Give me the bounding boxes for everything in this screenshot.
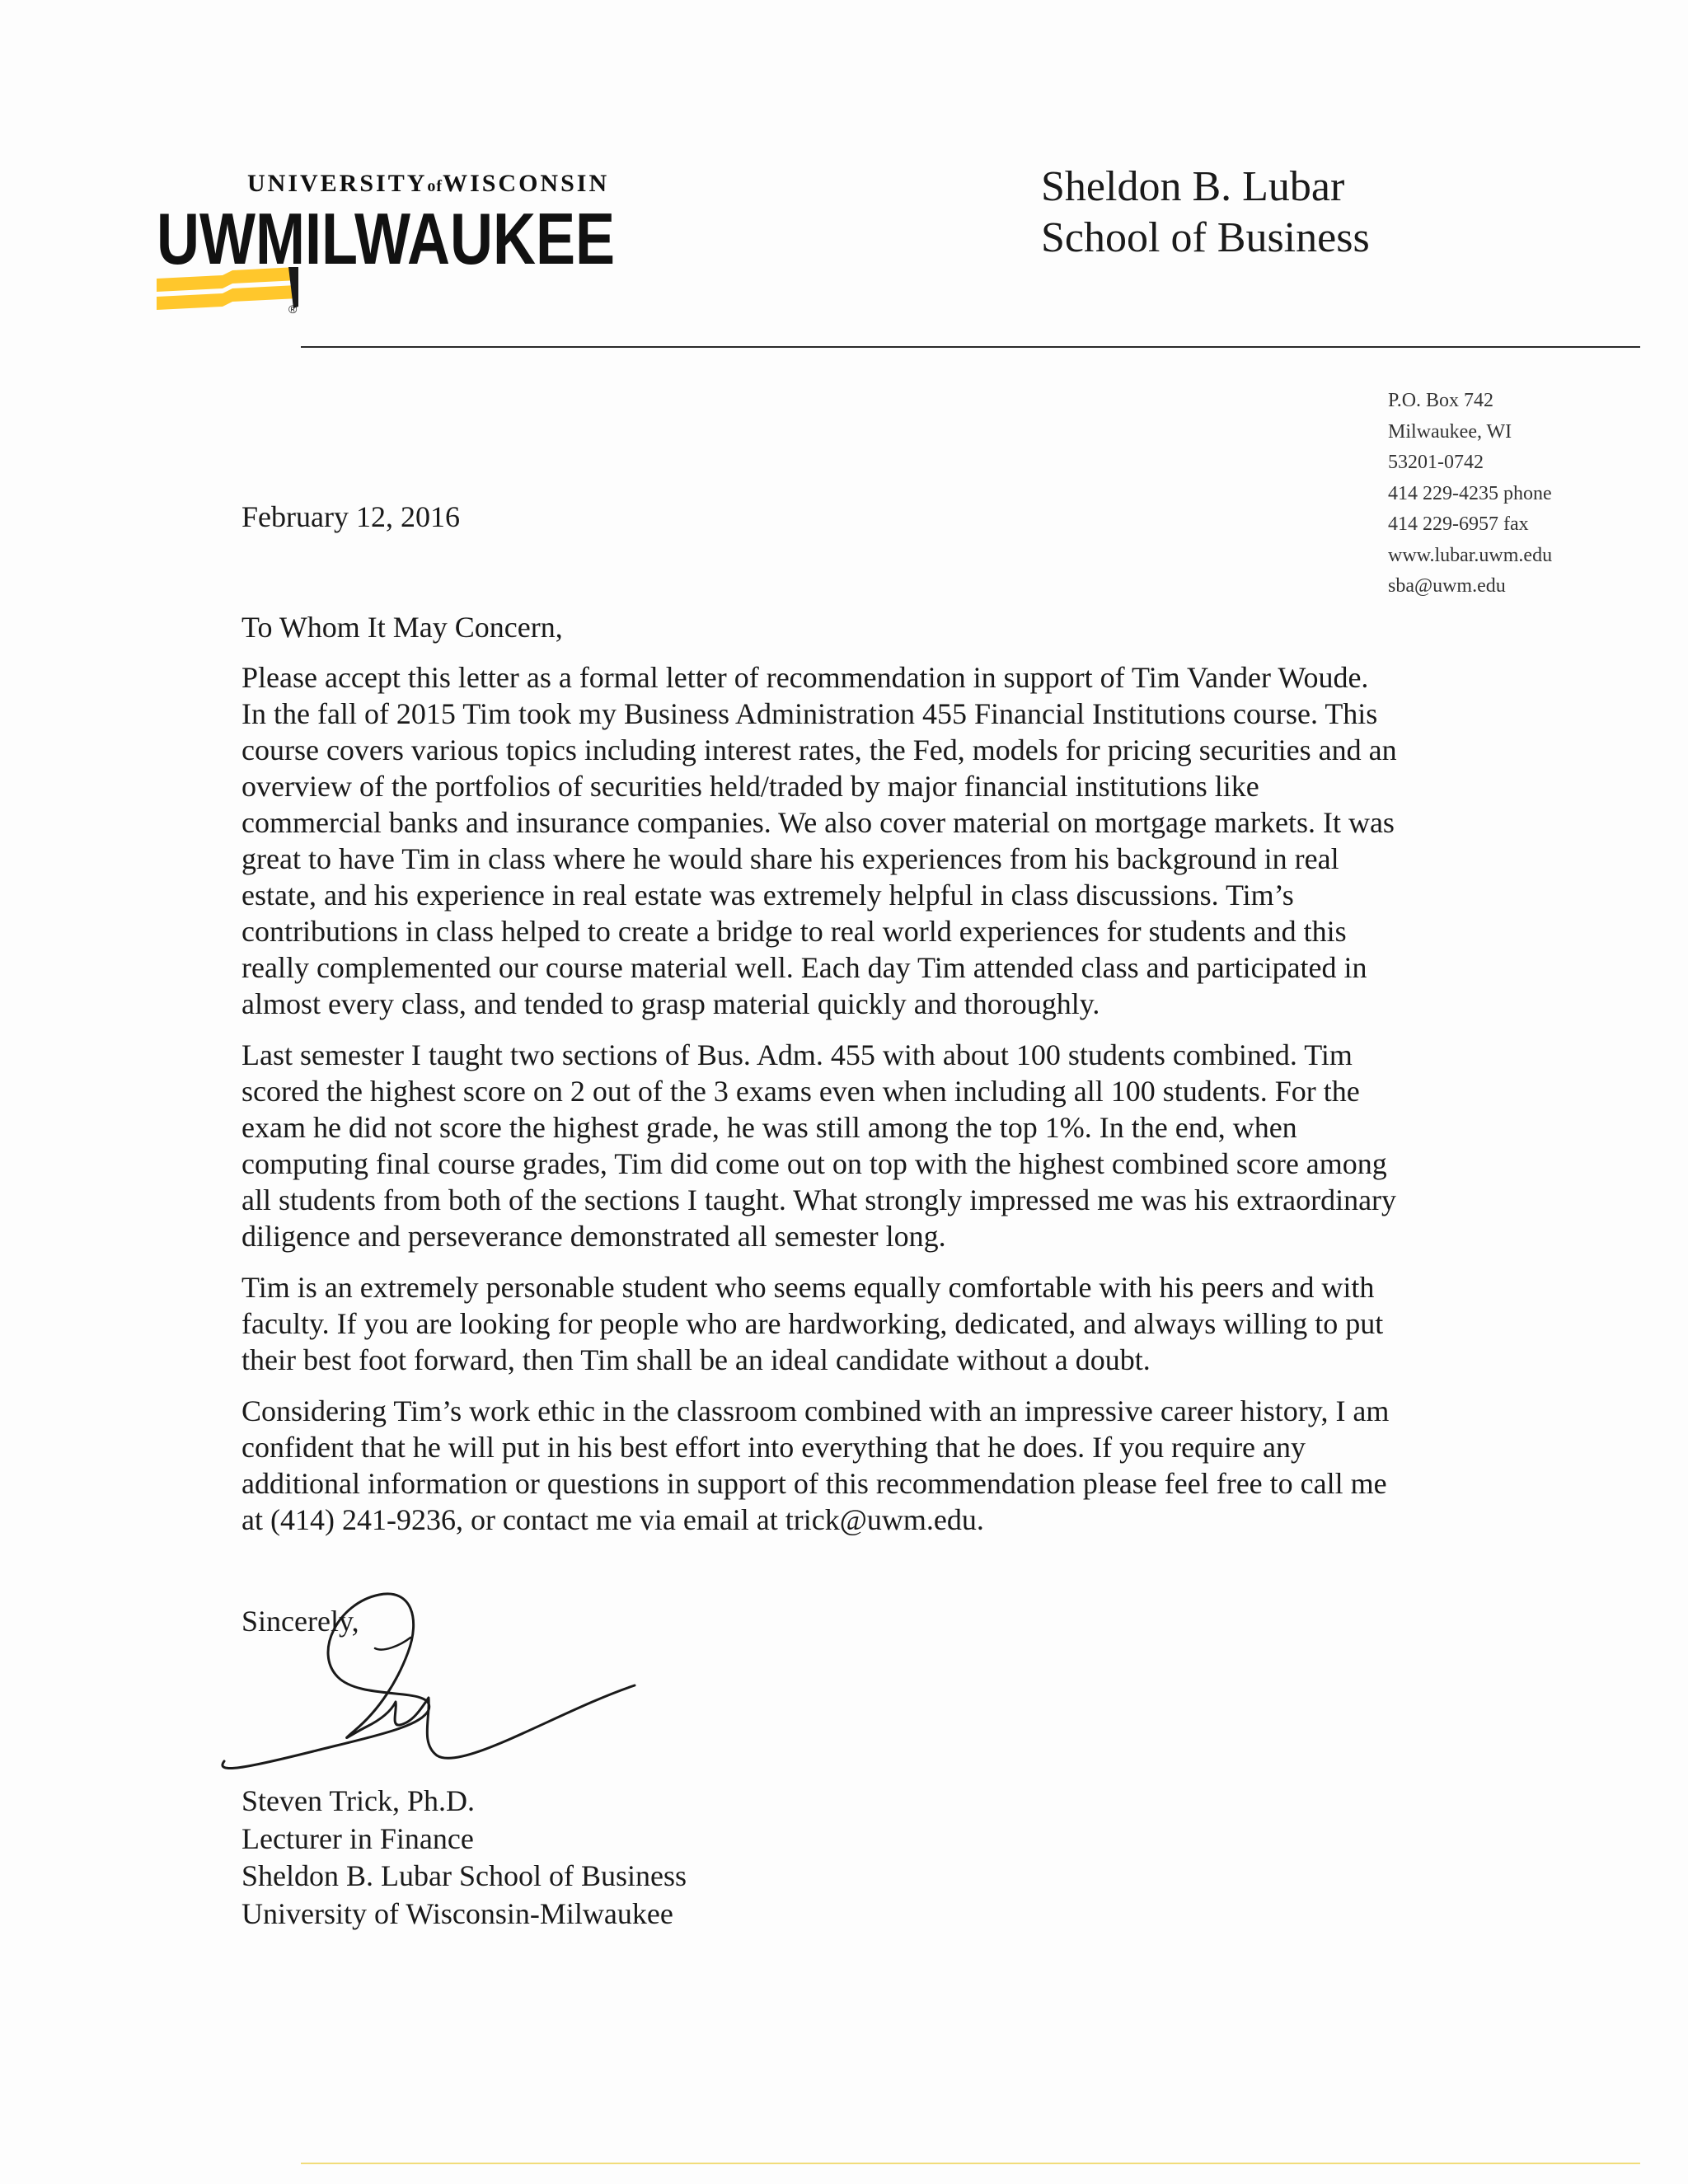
- paragraph-line: Last semester I taught two sections of Bus. Adm. 455 with about 100 students combined. Tim: [241, 1038, 1353, 1071]
- paragraph-line: great to have Tim in class where he would share his experiences from his background in real: [241, 842, 1339, 875]
- closing: Sincerely,: [241, 1605, 359, 1638]
- svg-text:UWMILWAUKEE: UWMILWAUKEE: [157, 198, 615, 279]
- paragraph-2: [241, 1037, 1511, 1254]
- address-fax: 414 229-6957 fax: [1388, 513, 1529, 535]
- paragraph-line: exam he did not score the highest grade, he was still among the top 1%. In the end, when: [241, 1111, 1297, 1144]
- paragraph-line: really complemented our course material well. Each day Tim attended class and participated in: [241, 951, 1367, 984]
- handwritten-signature-icon: [214, 1586, 651, 1784]
- uwm-logo-mark-icon: [157, 198, 618, 316]
- paragraph-line: scored the highest score on 2 out of the 3 exams even when including all 100 students. For the: [241, 1075, 1360, 1108]
- paragraph-line: almost every class, and tended to grasp material quickly and thoroughly.: [241, 987, 1100, 1020]
- paragraph-line: computing final course grades, Tim did come out on top with the highest combined score among: [241, 1147, 1387, 1180]
- paragraph-line: faculty. If you are looking for people who are hardworking, dedicated, and always willing to put: [241, 1307, 1384, 1340]
- school-name: [1041, 162, 1370, 264]
- paragraph-3: [241, 1269, 1511, 1378]
- address-website: www.lubar.uwm.edu: [1388, 544, 1553, 566]
- school-name-line2: School of Business: [1041, 214, 1370, 261]
- paragraph-line: all students from both of the sections I taught. What strongly impressed me was his extraordinary: [241, 1183, 1397, 1216]
- address-block: [1388, 386, 1552, 602]
- school-name-line1: Sheldon B. Lubar: [1041, 163, 1345, 210]
- signer-university: University of Wisconsin-Milwaukee: [241, 1896, 673, 1930]
- address-zip: 53201-0742: [1388, 452, 1484, 473]
- paragraph-line: contributions in class helped to create a bridge to real world experiences for students and this: [241, 915, 1347, 948]
- uwm-logo: [157, 165, 618, 316]
- address-email: sba@uwm.edu: [1388, 575, 1506, 597]
- address-city: Milwaukee, WI: [1388, 420, 1512, 443]
- paragraph-4: [241, 1393, 1511, 1538]
- signer-school: Sheldon B. Lubar School of Business: [241, 1859, 687, 1892]
- paragraph-line: their best foot forward, then Tim shall be an ideal candidate without a doubt.: [241, 1343, 1151, 1376]
- signer-title: Lecturer in Finance: [241, 1821, 474, 1855]
- address-phone: 414 229-4235 phone: [1388, 482, 1552, 504]
- header-divider: [301, 346, 1640, 348]
- paragraph-line: diligence and perseverance demonstrated all semester long.: [241, 1220, 946, 1253]
- paragraph-line: In the fall of 2015 Tim took my Business Administration 455 Financial Institutions course. This: [241, 697, 1378, 730]
- paragraph-line: Considering Tim’s work ethic in the classroom combined with an impressive career history, I am: [241, 1394, 1390, 1427]
- paragraph-line: Please accept this letter as a formal letter of recommendation in support of Tim Vander Woude.: [241, 661, 1369, 694]
- signer-name: Steven Trick, Ph.D.: [241, 1784, 476, 1817]
- paragraph-1: [241, 659, 1511, 1022]
- paragraph-line: commercial banks and insurance companies. We also cover material on mortgage markets. It was: [241, 806, 1395, 839]
- footer-divider: [301, 2163, 1640, 2164]
- paragraph-line: Tim is an extremely personable student who seems equally comfortable with his peers and with: [241, 1271, 1375, 1304]
- svg-text:®: ®: [288, 302, 298, 316]
- logo-university-text: UNIVERSITYofWISCONSIN: [247, 170, 610, 197]
- salutation: To Whom It May Concern,: [241, 611, 563, 644]
- letter-body: [241, 659, 1511, 1553]
- address-po-box: P.O. Box 742: [1388, 390, 1494, 411]
- signature-block: [241, 1783, 687, 1933]
- paragraph-line: confident that he will put in his best effort into everything that he does. If you require any: [241, 1431, 1306, 1464]
- paragraph-line: course covers various topics including interest rates, the Fed, models for pricing securities and an: [241, 733, 1397, 766]
- letter-date: February 12, 2016: [241, 500, 460, 533]
- paragraph-line: estate, and his experience in real estate was extremely helpful in class discussions. Tim’s: [241, 879, 1294, 912]
- paragraph-line: at (414) 241-9236, or contact me via email at trick@uwm.edu.: [241, 1503, 984, 1536]
- paragraph-line: overview of the portfolios of securities held/traded by major financial institutions like: [241, 770, 1259, 803]
- paragraph-line: additional information or questions in support of this recommendation please feel free to call me: [241, 1467, 1387, 1500]
